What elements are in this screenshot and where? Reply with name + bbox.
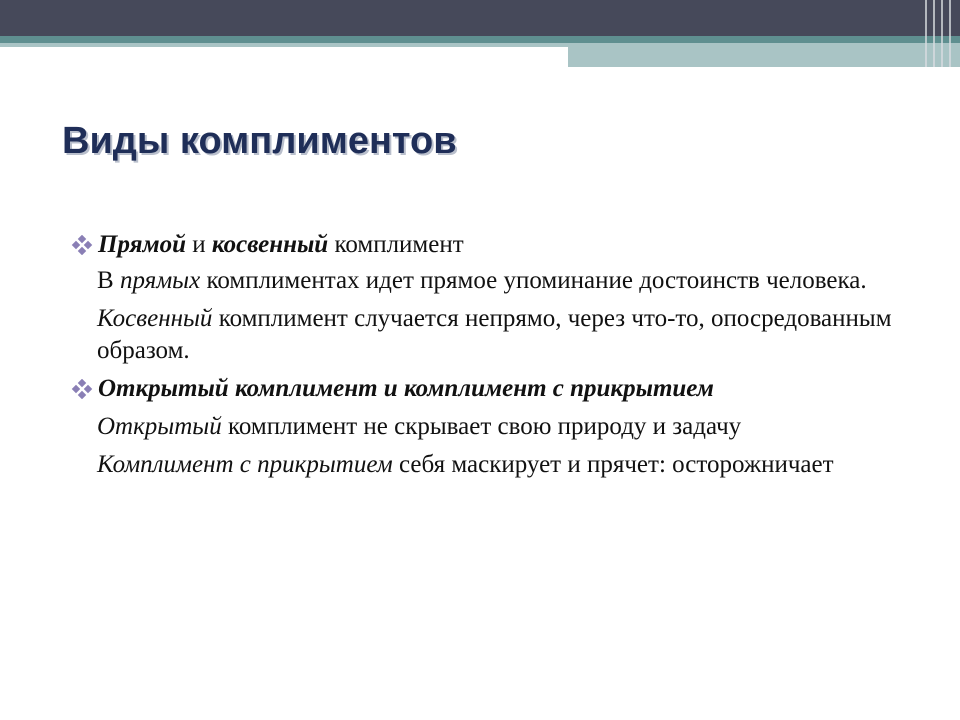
header-band: [0, 43, 570, 47]
term-indirect: косвенный: [211, 231, 329, 258]
paragraph-covert: [70, 449, 930, 481]
para-term: Косвенный: [97, 305, 213, 332]
para-term: Комплимент с прикрытием: [97, 451, 393, 478]
header-block: [568, 43, 960, 67]
header-stripe: [0, 36, 960, 43]
para-text: комплимент не скрывает свою природу и задачу: [221, 413, 742, 440]
paragraph-indirect: [70, 303, 930, 367]
diamond-bullet-icon: [70, 235, 96, 255]
diamond-bullet-icon: [70, 379, 96, 399]
para-text: комплиментах идет прямое упоминание достоинств человека.: [200, 267, 867, 294]
para-text: себя маскирует и прячет: осторожничает: [392, 451, 834, 478]
para-text: комплимент случается непрямо, через что-то, опосредованным образом.: [97, 305, 892, 364]
heading-open-covert: Открытый комплимент и комплимент с прикрытием: [98, 375, 714, 402]
heading-connector: и: [186, 231, 212, 258]
heading-tail: комплимент: [328, 231, 464, 258]
bullet-item-open-covert: [70, 373, 930, 405]
slide-content: [70, 229, 930, 481]
header-bar: [0, 0, 960, 36]
paragraph-open: [70, 411, 930, 443]
term-direct: Прямой: [98, 231, 187, 258]
slide-title: Виды комплиментов: [62, 120, 457, 162]
para-text: В: [97, 267, 120, 294]
paragraph-direct: [70, 265, 930, 297]
bullet-item-direct-indirect: [70, 229, 930, 261]
para-term: Открытый: [97, 413, 222, 440]
para-term: прямых: [119, 267, 201, 294]
corner-decoration: [920, 0, 960, 67]
